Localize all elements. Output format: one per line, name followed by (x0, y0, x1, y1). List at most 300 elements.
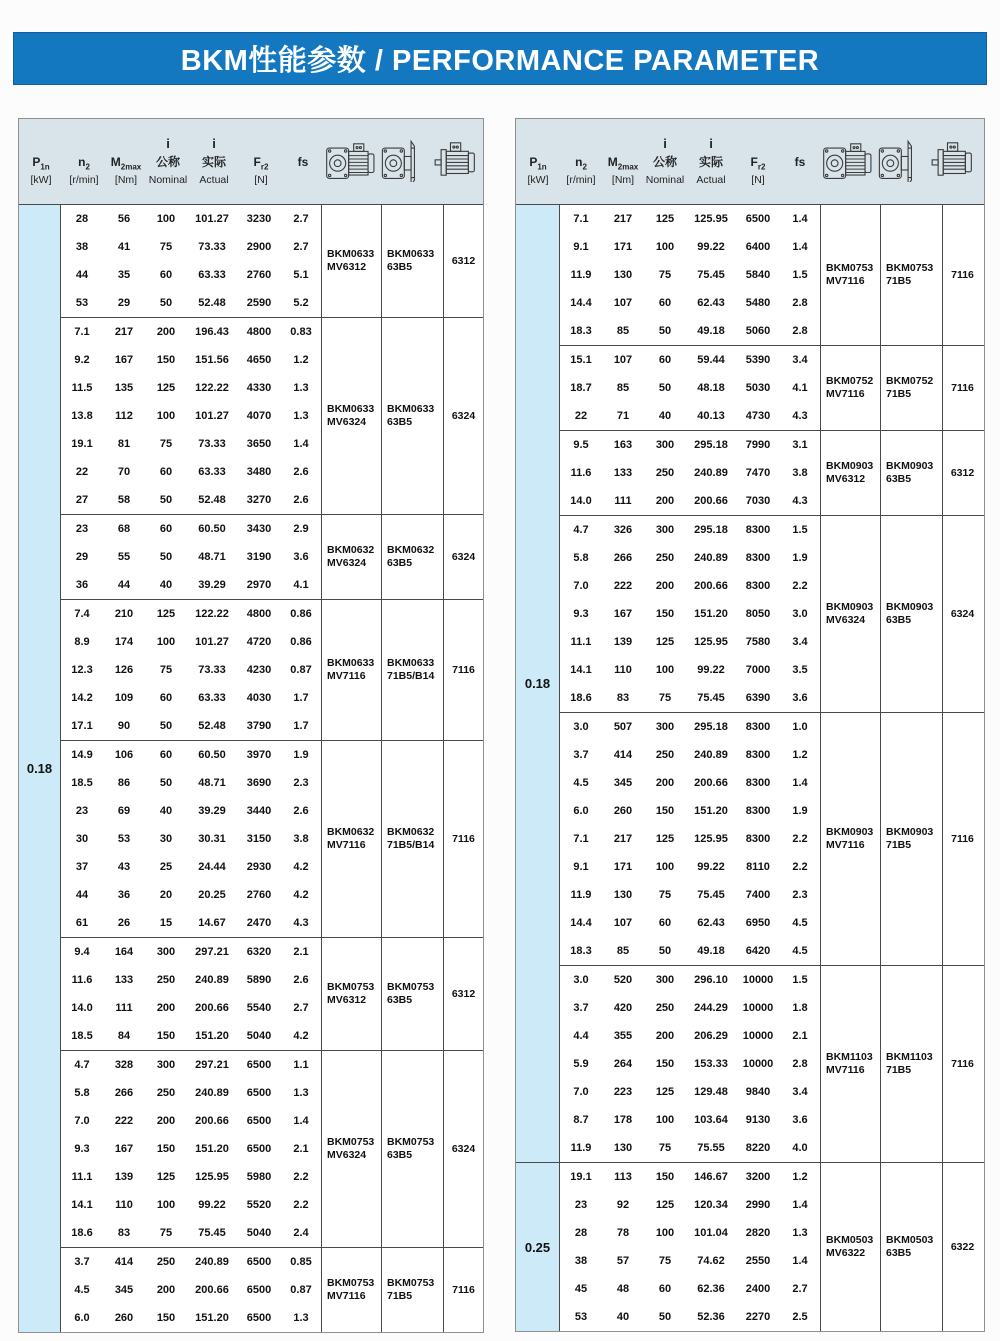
data-cell: 0.86 (290, 636, 312, 648)
model-line: BKM0753 (327, 1277, 375, 1289)
ratio-block (61, 317, 483, 514)
data-cell: 13.8 (71, 410, 93, 422)
data-cell: 420 (613, 1002, 633, 1014)
data-cell: 2.3 (293, 777, 309, 789)
data-cell: 206.29 (694, 1030, 728, 1042)
data-cell: 295.18 (694, 524, 728, 536)
data-cell: 355 (613, 1030, 633, 1042)
data-row (61, 881, 321, 909)
data-row (560, 825, 820, 853)
data-cell: 19.1 (570, 1171, 592, 1183)
data-row (61, 543, 321, 571)
tables-container (18, 118, 1000, 1333)
data-cell: 49.18 (697, 945, 725, 957)
data-cell: 125 (156, 608, 176, 620)
data-cell: 5480 (745, 297, 771, 309)
data-cell: 151.20 (694, 805, 728, 817)
data-cell: 260 (613, 805, 633, 817)
data-cell: 153.33 (694, 1058, 728, 1070)
data-cell: 3.4 (792, 1086, 808, 1098)
data-cell: 14.4 (570, 917, 592, 929)
data-row (61, 1191, 321, 1219)
data-cell: 38 (574, 1255, 588, 1267)
data-cell: 61 (75, 917, 89, 929)
motor-frame-cell: 6312 (443, 205, 483, 317)
data-cell: 8300 (745, 580, 771, 592)
data-cell: 520 (613, 974, 633, 986)
data-row (560, 402, 820, 430)
model-cell-gearmotor (820, 431, 880, 515)
data-row (560, 881, 820, 909)
model-line: MV6324 (327, 1149, 367, 1161)
data-cell: 3480 (246, 466, 272, 478)
data-cell: 75 (159, 1227, 173, 1239)
column-header-n2-unit: [r/min] (69, 173, 99, 186)
data-cell: 22 (75, 466, 89, 478)
data-cell: 7.0 (573, 1086, 589, 1098)
data-cell: 112 (115, 410, 133, 422)
worm-gearmotor-icon (325, 136, 379, 187)
data-cell: 5840 (745, 269, 771, 281)
column-header-i-nominal-unit: Nominal (645, 173, 685, 186)
data-cell: 60 (159, 749, 173, 761)
data-cell: 8.7 (573, 1114, 589, 1126)
data-cell: 18.6 (71, 1227, 93, 1239)
data-cell: 5.2 (293, 297, 309, 309)
data-cell: 2.7 (792, 1283, 808, 1295)
data-cell: 2470 (246, 917, 272, 929)
power-group (516, 205, 984, 1162)
data-row (61, 741, 321, 769)
data-row (560, 769, 820, 797)
data-row (560, 1106, 820, 1134)
data-rows (61, 515, 321, 599)
data-row (61, 515, 321, 543)
model-line: MV6312 (327, 261, 367, 273)
data-cell: 125.95 (694, 636, 728, 648)
model-line: 63B5 (387, 416, 413, 428)
data-rows (560, 713, 820, 965)
data-cell: 200.66 (694, 777, 728, 789)
data-cell: 222 (613, 580, 633, 592)
data-cell: 223 (613, 1086, 633, 1098)
column-header-fr2 (736, 119, 780, 204)
data-cell: 3790 (246, 720, 272, 732)
data-cell: 6500 (246, 1256, 272, 1268)
data-row (560, 656, 820, 684)
data-cell: 107 (613, 354, 633, 366)
data-cell: 70 (117, 466, 131, 478)
data-cell: 81 (117, 438, 131, 450)
data-cell: 4.3 (293, 917, 309, 929)
data-cell: 75.45 (697, 269, 725, 281)
data-cell: 84 (117, 1030, 131, 1042)
model-cell-flange (381, 318, 443, 514)
data-cell: 55 (117, 551, 131, 563)
data-cell: 99.22 (697, 664, 725, 676)
data-cell: 100 (655, 1227, 675, 1239)
data-cell: 29 (75, 551, 89, 563)
data-cell: 50 (658, 945, 672, 957)
data-cell: 2900 (246, 241, 272, 253)
data-cell: 75.55 (697, 1142, 725, 1154)
data-cell: 2.2 (792, 861, 808, 873)
data-cell: 250 (655, 749, 675, 761)
data-cell: 295.18 (694, 721, 728, 733)
data-row (560, 1163, 820, 1191)
data-cell: 2.9 (293, 523, 309, 535)
model-line: 71B5 (886, 839, 912, 851)
model-line: BKM0633 (327, 657, 375, 669)
data-rows (61, 205, 321, 317)
data-cell: 1.5 (792, 524, 808, 536)
data-cell: 122.22 (195, 382, 229, 394)
data-cell: 6500 (246, 1312, 272, 1324)
data-cell: 14.0 (570, 495, 592, 507)
data-cell: 1.7 (293, 692, 309, 704)
data-row (61, 233, 321, 261)
data-row (560, 797, 820, 825)
ratio-block (560, 515, 984, 712)
data-cell: 200 (655, 495, 675, 507)
data-cell: 1.9 (293, 749, 309, 761)
data-cell: 2.5 (792, 1311, 808, 1323)
data-cell: 6950 (745, 917, 771, 929)
data-cell: 75 (658, 1142, 672, 1154)
data-cell: 60 (159, 269, 173, 281)
data-cell: 133 (613, 467, 633, 479)
data-cell: 2.6 (293, 494, 309, 506)
model-line: MV6312 (327, 994, 367, 1006)
data-cell: 2.1 (293, 946, 309, 958)
data-cell: 2.2 (792, 580, 808, 592)
column-header-i-actual (189, 119, 239, 204)
data-cell: 264 (613, 1058, 633, 1070)
ratio-block (61, 937, 483, 1050)
header-product-illustrations (820, 119, 984, 204)
data-cell: 2.7 (293, 241, 309, 253)
column-header-m2max-unit: [Nm] (611, 173, 635, 186)
column-header-p-unit: [kW] (527, 173, 549, 186)
model-cell-flange (381, 600, 443, 740)
column-header-m2max-top (124, 135, 128, 153)
data-cell: 7990 (745, 439, 771, 451)
model-cell-gearmotor (321, 600, 381, 740)
data-row (560, 261, 820, 289)
model-line: BKM0753 (327, 981, 375, 993)
data-cell: 0.87 (290, 1284, 312, 1296)
page-title: BKM性能参数 / PERFORMANCE PARAMETER (180, 45, 820, 77)
data-row (560, 1191, 820, 1219)
data-cell: 300 (655, 721, 675, 733)
data-cell: 151.20 (195, 1312, 229, 1324)
data-cell: 5040 (246, 1030, 272, 1042)
data-cell: 171 (613, 241, 633, 253)
column-header-p-top (39, 135, 43, 153)
data-cell: 250 (156, 1256, 176, 1268)
data-row (61, 712, 321, 740)
data-cell: 200.66 (195, 1002, 229, 1014)
data-cell: 86 (117, 777, 131, 789)
data-rows (560, 516, 820, 712)
data-cell: 3.0 (792, 608, 808, 620)
data-cell: 5520 (246, 1199, 272, 1211)
data-row (560, 966, 820, 994)
worm-gearbox-flange-icon (876, 136, 930, 187)
data-row (61, 628, 321, 656)
model-line: BKM0752 (826, 375, 874, 387)
data-cell: 60 (658, 297, 672, 309)
motor-frame-cell: 7116 (443, 1248, 483, 1332)
data-cell: 1.1 (293, 1059, 309, 1071)
data-cell: 345 (114, 1284, 134, 1296)
data-cell: 4720 (246, 636, 272, 648)
data-cell: 125 (655, 213, 675, 225)
column-header-i-nominal (644, 119, 686, 204)
data-cell: 75 (159, 664, 173, 676)
motor-frame-cell: 7116 (942, 346, 982, 430)
column-header-p-top (536, 135, 540, 153)
data-row (61, 261, 321, 289)
data-cell: 300 (655, 974, 675, 986)
data-cell: 3.1 (792, 439, 808, 451)
data-cell: 83 (616, 692, 630, 704)
data-cell: 48.18 (697, 382, 725, 394)
data-cell: 130 (613, 1142, 633, 1154)
data-cell: 9.5 (573, 439, 589, 451)
column-header-m2max-unit: [Nm] (114, 173, 138, 186)
data-row (61, 486, 321, 514)
model-line: BKM0903 (826, 601, 874, 613)
data-cell: 200 (156, 326, 176, 338)
data-cell: 11.9 (570, 1142, 592, 1154)
data-cell: 103.64 (694, 1114, 728, 1126)
data-row (61, 1219, 321, 1247)
column-header-p-unit: [kW] (30, 173, 52, 186)
model-cell-gearmotor (820, 966, 880, 1162)
column-header-fs-unit (302, 172, 305, 189)
data-cell: 507 (613, 721, 633, 733)
data-cell: 122.22 (195, 608, 229, 620)
data-row (560, 909, 820, 937)
data-cell: 4800 (246, 326, 272, 338)
model-line: MV6324 (826, 614, 866, 626)
data-cell: 11.6 (570, 467, 592, 479)
data-cell: 40 (658, 410, 672, 422)
data-cell: 0.86 (290, 608, 312, 620)
column-header-p (19, 119, 63, 204)
model-line: BKM0752 (886, 375, 934, 387)
model-line: MV7116 (826, 839, 865, 851)
data-row (61, 289, 321, 317)
data-cell: 164 (114, 946, 134, 958)
data-cell: 60.50 (198, 523, 226, 535)
column-header-fr2-unit: [N] (254, 173, 268, 186)
data-cell: 1.4 (293, 1115, 309, 1127)
data-cell: 3.0 (573, 721, 589, 733)
data-cell: 150 (156, 354, 176, 366)
ratio-block (560, 205, 984, 345)
ratio-block (560, 965, 984, 1162)
data-cell: 110 (614, 664, 632, 676)
ratio-block (61, 514, 483, 599)
data-cell: 250 (655, 1002, 675, 1014)
data-cell: 57 (616, 1255, 630, 1267)
model-line: BKM0632 (327, 826, 375, 838)
model-line: BKM0633 (387, 657, 435, 669)
column-header-n2-top (579, 135, 583, 153)
data-cell: 4.7 (74, 1059, 90, 1071)
data-row (61, 1248, 321, 1276)
data-cell: 75.45 (198, 1227, 226, 1239)
data-cell: 26 (117, 917, 131, 929)
data-cell: 5040 (246, 1227, 272, 1239)
data-cell: 1.4 (792, 1199, 808, 1211)
data-cell: 4.1 (792, 382, 808, 394)
model-cell-gearmotor (820, 346, 880, 430)
data-cell: 151.20 (195, 1143, 229, 1155)
data-cell: 240.89 (195, 1256, 229, 1268)
data-row (560, 1134, 820, 1162)
data-cell: 217 (613, 213, 633, 225)
data-cell: 250 (655, 552, 675, 564)
model-line: BKM0903 (886, 460, 934, 472)
motor-frame-cell: 6324 (443, 515, 483, 599)
data-cell: 8300 (745, 721, 771, 733)
data-row (560, 1050, 820, 1078)
data-cell: 101.27 (195, 213, 229, 225)
data-cell: 125.95 (694, 833, 728, 845)
data-cell: 1.3 (792, 1227, 808, 1239)
column-header-n2 (63, 119, 105, 204)
data-cell: 10000 (742, 1058, 774, 1070)
data-cell: 266 (613, 552, 633, 564)
model-line: BKM0903 (826, 826, 874, 838)
data-row (560, 1303, 820, 1331)
data-row (61, 1163, 321, 1191)
data-cell: 15.1 (570, 354, 592, 366)
data-cell: 0.85 (290, 1256, 312, 1268)
column-header-p-symbol: $P_{1n}$ (32, 154, 50, 171)
column-header-i-actual-top: i (212, 135, 216, 151)
motor-frame-cell: 7116 (942, 966, 982, 1162)
data-cell: 73.33 (198, 438, 226, 450)
data-row (61, 656, 321, 684)
data-cell: 43 (117, 861, 131, 873)
model-cell-flange (880, 1163, 942, 1331)
data-cell: 125 (156, 1171, 176, 1183)
model-line: 71B5/B14 (387, 839, 435, 851)
data-row (560, 317, 820, 345)
data-cell: 6320 (246, 946, 272, 958)
data-row (61, 825, 321, 853)
data-cell: 125 (655, 636, 675, 648)
power-group (19, 205, 483, 1332)
data-cell: 4070 (246, 410, 272, 422)
data-cell: 39.29 (198, 579, 226, 591)
column-header-p-symbol: $P_{1n}$ (529, 154, 547, 171)
data-cell: 130 (613, 889, 633, 901)
model-cell-flange (381, 1051, 443, 1247)
model-cell-flange (381, 1248, 443, 1332)
model-line: BKM0753 (826, 262, 874, 274)
data-cell: 11.9 (570, 269, 592, 281)
data-cell: 60 (658, 1283, 672, 1295)
data-cell: 5.1 (293, 269, 309, 281)
data-cell: 11.1 (570, 636, 592, 648)
data-cell: 5890 (246, 974, 272, 986)
model-line: 63B5 (886, 473, 912, 485)
data-rows (61, 1248, 321, 1332)
data-cell: 167 (613, 608, 633, 620)
data-cell: 3970 (246, 749, 272, 761)
data-cell: 11.6 (71, 974, 93, 986)
data-cell: 4230 (246, 664, 272, 676)
column-header-m2max-symbol: $M_{2max}$ (607, 154, 639, 171)
data-cell: 45 (574, 1283, 588, 1295)
data-cell: 125 (655, 1199, 675, 1211)
data-cell: 151.20 (195, 1030, 229, 1042)
data-row (560, 1219, 820, 1247)
data-cell: 125.95 (694, 213, 728, 225)
data-cell: 139 (613, 636, 633, 648)
block-list (61, 205, 483, 1332)
data-cell: 150 (655, 1058, 675, 1070)
data-cell: 10000 (742, 1030, 774, 1042)
data-cell: 326 (613, 524, 633, 536)
model-line: BKM0753 (886, 262, 934, 274)
data-cell: 244.29 (694, 1002, 728, 1014)
data-cell: 8220 (745, 1142, 771, 1154)
data-cell: 1.9 (792, 552, 808, 564)
motor-frame-cell: 7116 (443, 600, 483, 740)
data-cell: 113 (614, 1171, 632, 1183)
p1n-group-label: 0.25 (516, 1163, 560, 1331)
data-cell: 60.50 (198, 749, 226, 761)
data-cell: 4030 (246, 692, 272, 704)
model-line: BKM0633 (327, 248, 375, 260)
data-cell: 3.7 (74, 1256, 90, 1268)
data-cell: 14.9 (71, 749, 93, 761)
data-cell: 200 (655, 580, 675, 592)
data-cell: 150 (156, 1030, 176, 1042)
data-cell: 63.33 (198, 269, 226, 281)
data-row (61, 402, 321, 430)
data-cell: 0.87 (290, 664, 312, 676)
data-cell: 75 (159, 241, 173, 253)
model-line: BKM0632 (387, 544, 435, 556)
data-cell: 30 (75, 833, 89, 845)
data-cell: 3690 (246, 777, 272, 789)
data-cell: 120.34 (694, 1199, 728, 1211)
data-cell: 52.48 (198, 297, 226, 309)
model-cell-gearmotor (820, 713, 880, 965)
data-cell: 50 (159, 720, 173, 732)
data-cell: 60 (159, 466, 173, 478)
column-header-i-nominal-top: i (663, 135, 667, 151)
data-cell: 100 (156, 410, 176, 422)
motor-frame-cell: 6324 (942, 516, 982, 712)
column-header-i-nominal-top: i (166, 135, 170, 151)
ratio-block (560, 430, 984, 515)
data-cell: 50 (159, 777, 173, 789)
data-cell: 200 (156, 1002, 176, 1014)
data-row (560, 289, 820, 317)
data-cell: 2930 (246, 861, 272, 873)
data-cell: 2.6 (293, 805, 309, 817)
column-header-fr2-unit: [N] (751, 173, 765, 186)
model-line: BKM0633 (387, 403, 435, 415)
